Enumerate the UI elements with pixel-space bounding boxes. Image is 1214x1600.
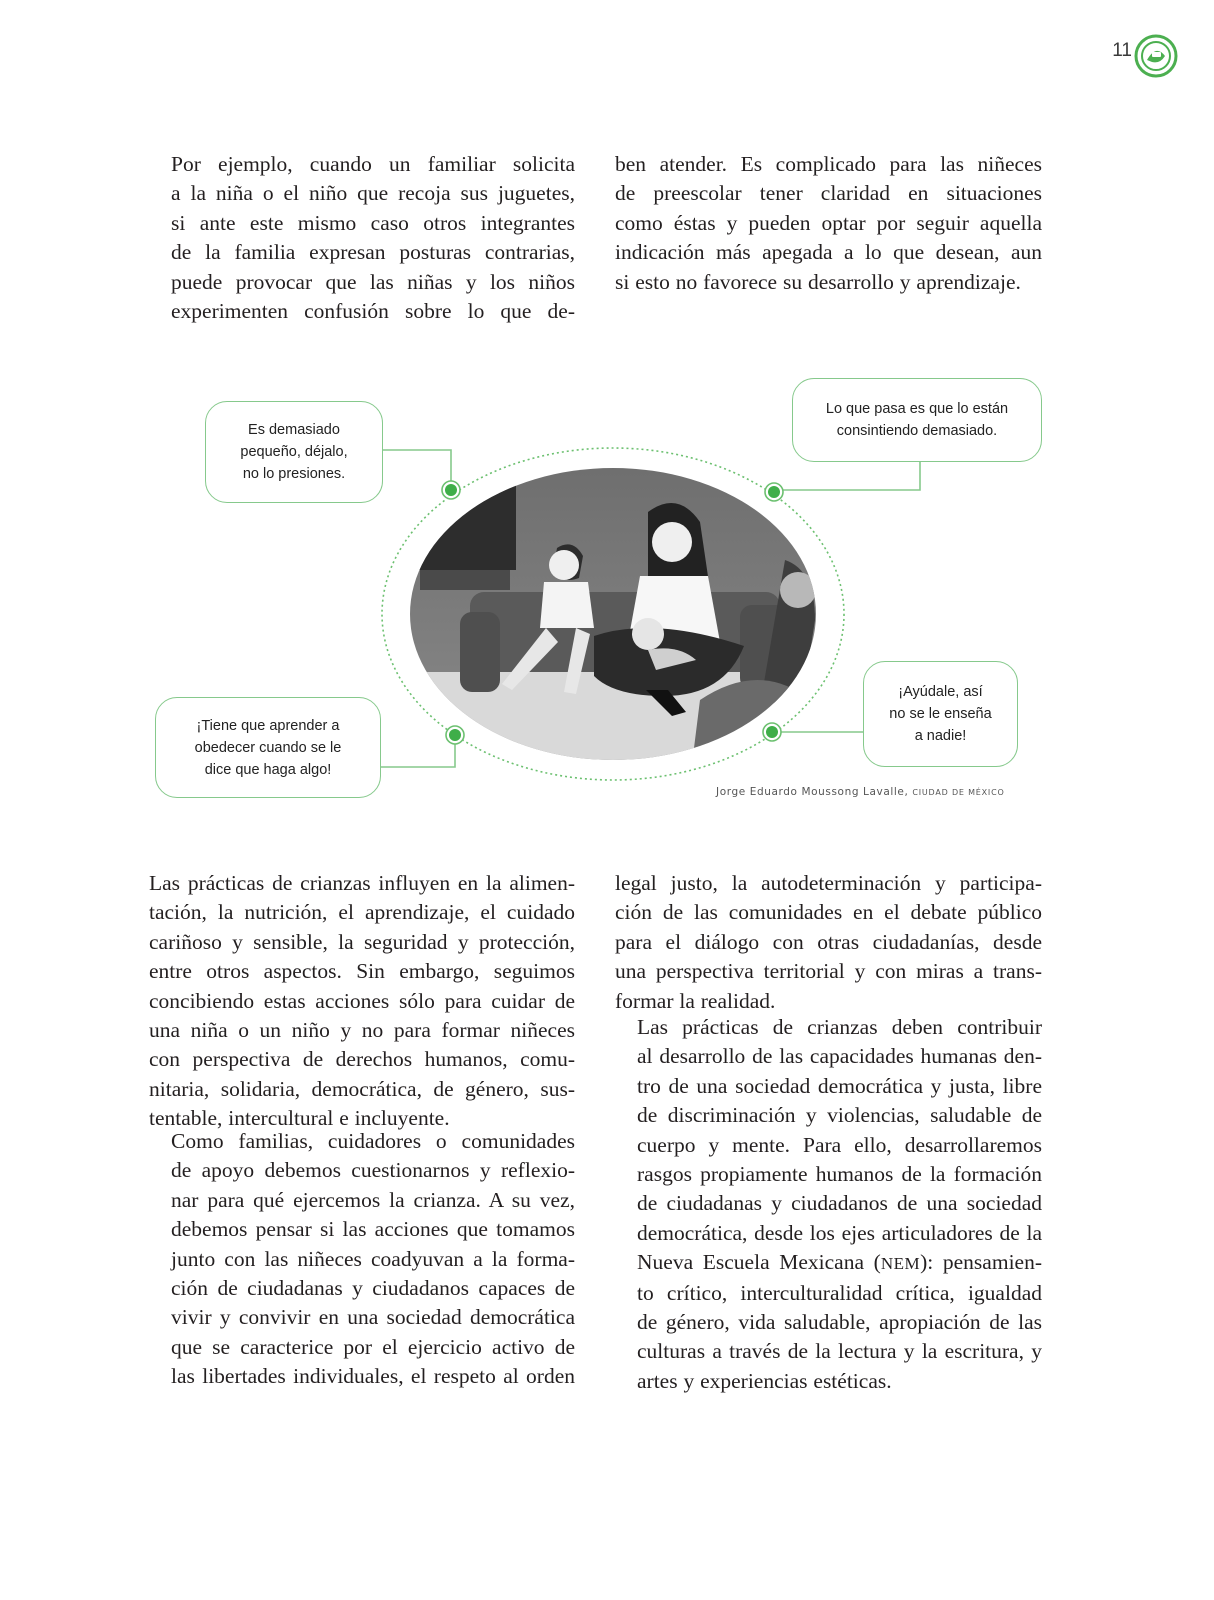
speech-bubble-bottom-right <box>863 661 1018 767</box>
text-line: ción de las comunidades en el debate público <box>615 900 1042 925</box>
text-line: cuerpo y mente. Para ello, desarrollaremos <box>637 1132 1042 1157</box>
text-line: tación, la nutrición, el aprendizaje, el cuidado <box>149 900 575 925</box>
text-line: con perspectiva de derechos humanos, comu- <box>149 1047 575 1072</box>
text-line: ben atender. Es complicado para las niñeces <box>615 152 1042 176</box>
text-line <box>615 1248 1042 1278</box>
text-line: experimenten confusión sobre lo que de- <box>171 299 575 324</box>
illustration-credit <box>716 786 1005 798</box>
text-line: una niña o un niño y no para formar niñeces <box>149 1018 575 1043</box>
text-line: si ante este mismo caso otros integrantes <box>171 210 575 235</box>
text-line: que se caracterice por el ejercicio activo de <box>171 1334 575 1359</box>
bubble-text-line: pequeño, déjalo, <box>240 444 348 460</box>
text-line: legal justo, la autodeterminación y participa- <box>615 871 1042 895</box>
text-line: nitaria, solidaria, democrática, de género, sus- <box>149 1076 575 1101</box>
text-line: Las prácticas de crianzas influyen en la alimen- <box>149 871 575 895</box>
text-line: al desarrollo de las capacidades humanas den- <box>637 1044 1042 1069</box>
page-number: 11 <box>1112 40 1132 61</box>
text-line: para el diálogo con otras ciudadanías, desde <box>615 929 1042 954</box>
nem-after: ): pensamien- <box>920 1250 1042 1275</box>
speech-bubble-top-left <box>205 401 383 503</box>
speech-bubble-top-right <box>792 378 1042 462</box>
bubble-text-line: consintiendo demasiado. <box>836 423 998 439</box>
bubble-text-line: dice que haga algo! <box>204 761 332 778</box>
text-line: rasgos propiamente humanos de la formación <box>637 1162 1042 1187</box>
text-line: culturas a través de la lectura y la escritura, y <box>637 1339 1042 1364</box>
bubble-text-line: a nadie! <box>914 728 967 744</box>
text-line: como éstas y pueden optar por seguir aquella <box>615 210 1042 235</box>
text-line: si esto no favorece su desarrollo y aprendizaje. <box>615 269 1021 294</box>
body-left-paragraph-1 <box>149 869 575 1134</box>
bubble-text-line: Es demasiado <box>248 422 340 438</box>
text-line: indicación más apegada a lo que desean, aun <box>615 240 1042 265</box>
circular-green-emblem-icon <box>1134 34 1178 78</box>
text-line: de la familia expresan posturas contrarias, <box>171 240 575 265</box>
text-line: formar la realidad. <box>615 988 776 1013</box>
connector-dots <box>442 481 783 744</box>
bubble-text-line: no lo presiones. <box>242 466 346 482</box>
body-right-paragraph-1 <box>615 869 1042 1016</box>
text-line: Como familias, cuidadores o comunidades <box>171 1129 575 1153</box>
text-line: vivir y convivir en una sociedad democrática <box>171 1305 575 1330</box>
text-line: Las prácticas de crianzas deben contribuir <box>637 1015 1042 1039</box>
body-right-paragraph-2 <box>615 1013 1042 1396</box>
text-line: democrática, desde los ejes articuladores de la <box>637 1220 1042 1245</box>
family-living-room-illustration <box>400 460 830 780</box>
text-line: debemos pensar si las acciones que tomamos <box>171 1217 575 1242</box>
text-line: tentable, intercultural e incluyente. <box>149 1106 450 1131</box>
text-line: Por ejemplo, cuando un familiar solicita <box>171 152 575 176</box>
bubble-text-line: Lo que pasa es que lo están <box>825 401 1009 417</box>
text-line: concibiendo estas acciones sólo para cuidar de <box>149 988 575 1013</box>
credit-name: Jorge Eduardo Moussong Lavalle, <box>716 786 909 798</box>
text-line: las libertades individuales, el respeto al orden <box>171 1364 575 1389</box>
bubble-text-line: obedecer cuando se le <box>194 739 342 756</box>
text-line: a la niña o el niño que recoja sus juguetes, <box>171 181 575 206</box>
text-line: de ciudadanas y ciudadanos de una sociedad <box>637 1191 1042 1216</box>
text-line: de apoyo debemos cuestionarnos y reflexio- <box>171 1158 575 1183</box>
text-line: de género, vida saludable, apropiación de las <box>637 1310 1042 1335</box>
text-line: junto con las niñeces coadyuvan a la forma- <box>171 1246 575 1271</box>
nem-before: Nueva Escuela Mexicana ( <box>637 1250 881 1275</box>
text-line: nar para qué ejercemos la crianza. A su vez, <box>171 1187 575 1212</box>
text-line: puede provocar que las niñas y los niños <box>171 269 575 294</box>
text-line: de discriminación y violencias, saludable de <box>637 1103 1042 1128</box>
text-line: de preescolar tener claridad en situaciones <box>615 181 1042 206</box>
text-line: cariñoso y sensible, la seguridad y protección, <box>149 929 575 954</box>
intro-left-paragraph <box>149 150 575 326</box>
text-line: entre otros aspectos. Sin embargo, seguimos <box>149 959 575 984</box>
body-left-paragraph-2 <box>149 1127 575 1392</box>
text-line: to crítico, interculturalidad crítica, igualdad <box>637 1280 1042 1305</box>
text-line: tro de una sociedad democrática y justa, libre <box>637 1073 1042 1098</box>
speech-bubble-bottom-left <box>155 697 381 798</box>
text-line: una perspectiva territorial y con miras a trans- <box>615 959 1042 984</box>
text-line: ción de ciudadanas y ciudadanos capaces de <box>171 1276 575 1301</box>
nem-abbreviation: NEM <box>880 1254 921 1274</box>
bubble-text-line: no se le enseña <box>889 706 992 722</box>
credit-place: CIUDAD DE MÉXICO <box>912 788 1005 797</box>
bubble-text-line: ¡Tiene que aprender a <box>196 717 340 734</box>
bubble-text-line: ¡Ayúdale, así <box>898 684 983 700</box>
intro-right-paragraph <box>615 150 1042 297</box>
text-line: artes y experiencias estéticas. <box>637 1368 892 1393</box>
